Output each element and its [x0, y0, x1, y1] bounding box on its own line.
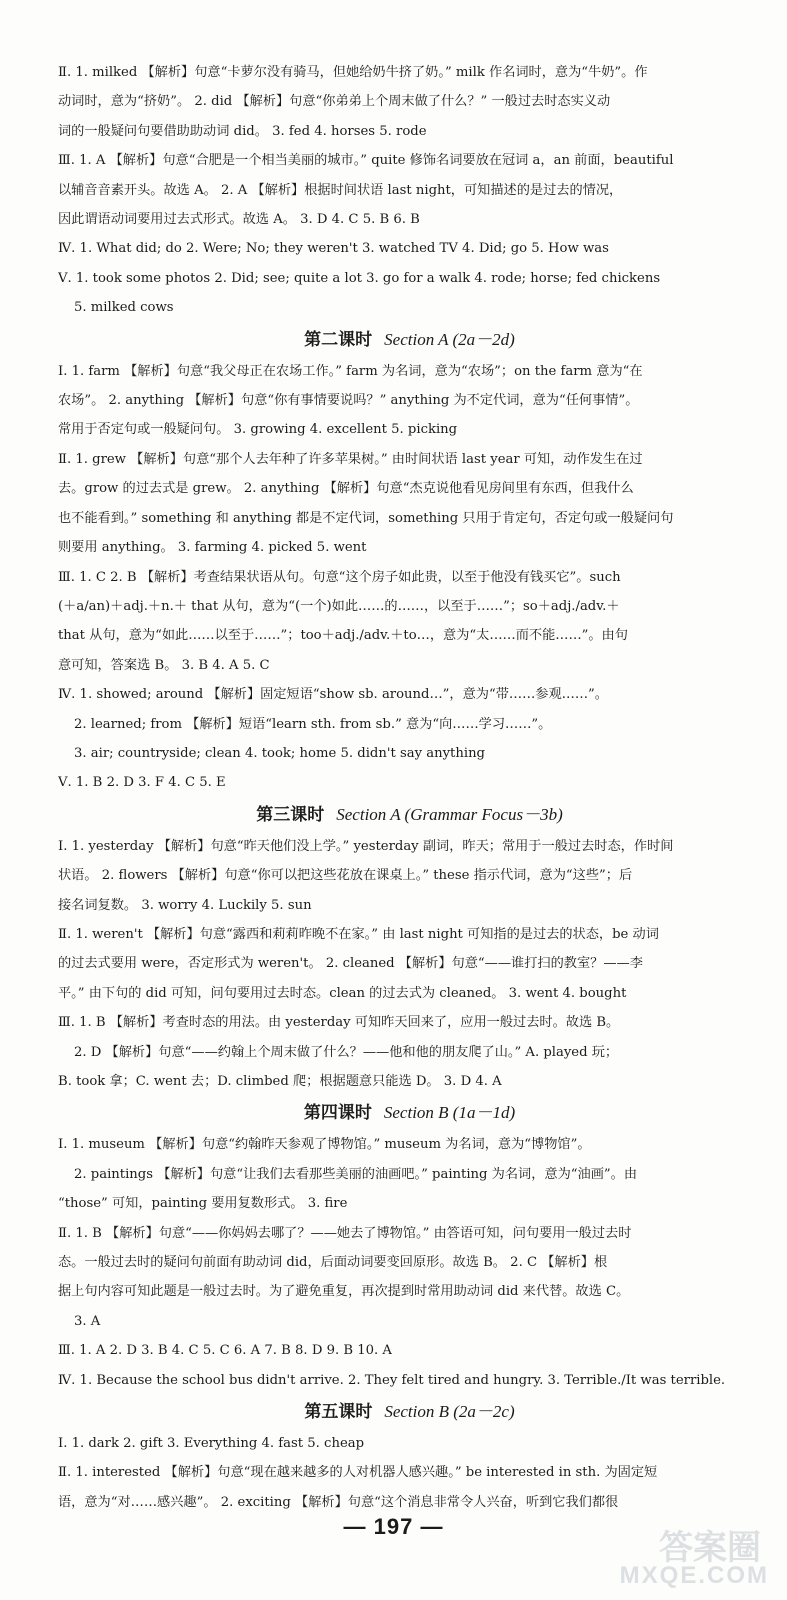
answer-line: Ⅴ. 1. took some photos 2. Did; see; quite a lot 3. go for a walk 4. rode; horse; fed chickens: [58, 270, 661, 286]
answer-line: Ⅲ. 1. A 2. D 3. B 4. C 5. C 6. A 7. B 8. D 9. B 10. A: [58, 1343, 392, 1359]
answer-line: 农场”。 2. anything 【解析】句意“你有事情要说吗？” anything 为不定代词，意为“任何事情”。: [58, 393, 639, 409]
answer-line: Ⅱ. 1. grew 【解析】句意“那个人去年种了许多苹果树。” 由时间状语 last year 可知，动作发生在过: [58, 451, 643, 467]
answer-line: Ⅰ. 1. yesterday 【解析】句意“昨天他们没上学。” yesterday 副词，昨天；常用于一般过去时态，作时间: [58, 838, 674, 854]
section-subtitle: Section A (Grammar Focus－3b): [336, 804, 563, 824]
answer-line: 5. milked cows: [74, 300, 174, 316]
lesson-title: 第三课时: [256, 804, 325, 825]
answer-line: Ⅲ. 1. A 【解析】句意“合肥是一个相当美丽的城市。” quite 修饰名词要放在冠词 a，an 前面，beautiful: [58, 153, 674, 169]
answer-line: 接名词复数。 3. worry 4. Luckily 5. sun: [58, 897, 312, 913]
answer-line: 也不能看到。” something 和 anything 都是不定代词，something 只用于肯定句，否定句或一般疑问句: [58, 510, 674, 526]
watermark-text: 答案圈: [659, 1529, 761, 1567]
answer-line: Ⅳ. 1. What did; do 2. Were; No; they weren't 3. watched TV 4. Did; go 5. How was: [58, 241, 609, 257]
answer-line: 的过去式要用 were，否定形式为 weren't。 2. cleaned 【解析】句意“——谁打扫的教室？——李: [58, 956, 643, 972]
answer-line: 语，意为“对……感兴趣”。 2. exciting 【解析】句意“这个消息非常令人兴奋，听到它我们都很: [58, 1494, 619, 1510]
answer-line: “those” 可知，painting 要用复数形式。 3. fire: [58, 1196, 348, 1212]
answer-line: that 从句，意为“如此……以至于……”；too＋adj./adv.＋to…，意为“太……而不能……”。由句: [58, 628, 628, 644]
section-heading: [58, 1096, 761, 1130]
lesson-title: 第五课时: [304, 1402, 373, 1423]
answer-line: 平。” 由下句的 did 可知，问句要用过去时态。clean 的过去式为 cleaned。 3. went 4. bought: [58, 985, 627, 1001]
answer-line: Ⅳ. 1. showed; around 【解析】固定短语“show sb. around…”，意为“带……参观……”。: [58, 687, 608, 703]
answer-line: 3. air; countryside; clean 4. took; home 5. didn't say anything: [74, 745, 486, 761]
section-subtitle: Section B (1a－1d): [383, 1103, 516, 1123]
answer-line: 状语。 2. flowers 【解析】句意“你可以把这些花放在课桌上。” these 指示代词，意为“这些”；后: [58, 868, 633, 884]
section-heading: [58, 323, 761, 357]
answer-line: Ⅱ. 1. B 【解析】句意“——你妈妈去哪了？——她去了博物馆。” 由答语可知，问句要用一般过去时: [58, 1225, 632, 1241]
lesson-title: 第二课时: [304, 329, 373, 350]
watermark-url: MXQE.COM: [619, 1562, 769, 1589]
answer-line: Ⅲ. 1. B 【解析】考查时态的用法。由 yesterday 可知昨天回来了，应用一般过去时。故选 B。: [58, 1015, 620, 1031]
answer-line: Ⅱ. 1. milked 【解析】句意“卡萝尔没有骑马，但她给奶牛挤了奶。” milk 作名词时，意为“牛奶”。作: [58, 65, 648, 80]
answer-line: B. took 拿；C. went 去；D. climbed 爬；根据题意只能选 D。 3. D 4. A: [58, 1074, 502, 1089]
answer-line: 据上句内容可知此题是一般过去时。为了避免重复，再次提到时常用助动词 did 来代替。故选 C。: [58, 1284, 630, 1300]
answer-line: 常用于否定句或一般疑问句。 3. growing 4. excellent 5. picking: [58, 422, 458, 438]
answer-line: 词的一般疑问句要借助助动词 did。 3. fed 4. horses 5. rode: [58, 123, 427, 139]
answer-line: 态。一般过去时的疑问句前面有助动词 did，后面动词要变回原形。故选 B。 2. C 【解析】根: [58, 1255, 608, 1271]
answer-line: Ⅰ. 1. farm 【解析】句意“我父母正在农场工作。” farm 为名词，意为“农场”；on the farm 意为“在: [58, 363, 643, 379]
section-subtitle: Section B (2a－2c): [384, 1402, 515, 1422]
watermark-logo: [619, 1512, 779, 1596]
answer-line: 3. A: [74, 1313, 101, 1329]
answer-line: 2. D 【解析】句意“——约翰上个周末做了什么？——他和他的朋友爬了山。” A. played 玩；: [74, 1044, 619, 1060]
answer-line: 意可知，答案选 B。 3. B 4. A 5. C: [58, 657, 270, 673]
answer-line: Ⅱ. 1. weren't 【解析】句意“露西和莉莉昨晚不在家。” 由 last night 可知指的是过去的状态，be 动词: [58, 926, 659, 942]
answer-content: [58, 58, 761, 1517]
answer-line: Ⅰ. 1. museum 【解析】句意“约翰昨天参观了博物馆。” museum 为名词，意为“博物馆”。: [58, 1137, 591, 1153]
section-subtitle: Section A (2a－2d): [384, 329, 515, 349]
answer-line: 2. learned; from 【解析】短语“learn sth. from sb.” 意为“向……学习……”。: [74, 716, 552, 732]
answer-line: (＋a/an)＋adj.＋n.＋ that 从句，意为“(一个)如此……的……，以至于……”；so＋adj./adv.＋: [58, 598, 620, 614]
answer-line: 动词时，意为“挤奶”。 2. did 【解析】句意“你弟弟上个周末做了什么？” 一般过去时态实义动: [58, 94, 611, 110]
lesson-title: 第四课时: [303, 1103, 372, 1124]
answer-line: 2. paintings 【解析】句意“让我们去看那些美丽的油画吧。” painting 为名词，意为“油画”。由: [74, 1166, 638, 1182]
answer-line: Ⅲ. 1. C 2. B 【解析】考查结果状语从句。句意“这个房子如此贵，以至于他没有钱买它”。such: [58, 569, 621, 585]
answer-line: Ⅰ. 1. dark 2. gift 3. Everything 4. fast 5. cheap: [58, 1436, 365, 1452]
page-number: — 197 —: [343, 1514, 444, 1539]
answer-line: 以辅音音素开头。故选 A。 2. A 【解析】根据时间状语 last night，可知描述的是过去的情况，: [58, 182, 623, 198]
answer-line: 因此谓语动词要用过去式形式。故选 A。 3. D 4. C 5. B 6. B: [58, 212, 420, 228]
answer-line: 去。grow 的过去式是 grew。 2. anything 【解析】句意“杰克说他看见房间里有东西，但我什么: [58, 481, 634, 497]
answer-line: Ⅱ. 1. interested 【解析】句意“现在越来越多的人对机器人感兴趣。” be interested in sth. 为固定短: [58, 1465, 658, 1481]
section-heading: [58, 798, 761, 832]
answer-line: Ⅴ. 1. B 2. D 3. F 4. C 5. E: [58, 775, 226, 791]
section-heading: [58, 1395, 761, 1429]
answer-line: Ⅳ. 1. Because the school bus didn't arrive. 2. They felt tired and hungry. 3. Terrible./It was terrible.: [58, 1372, 726, 1388]
answer-line: 则要用 anything。 3. farming 4. picked 5. went: [58, 540, 367, 556]
